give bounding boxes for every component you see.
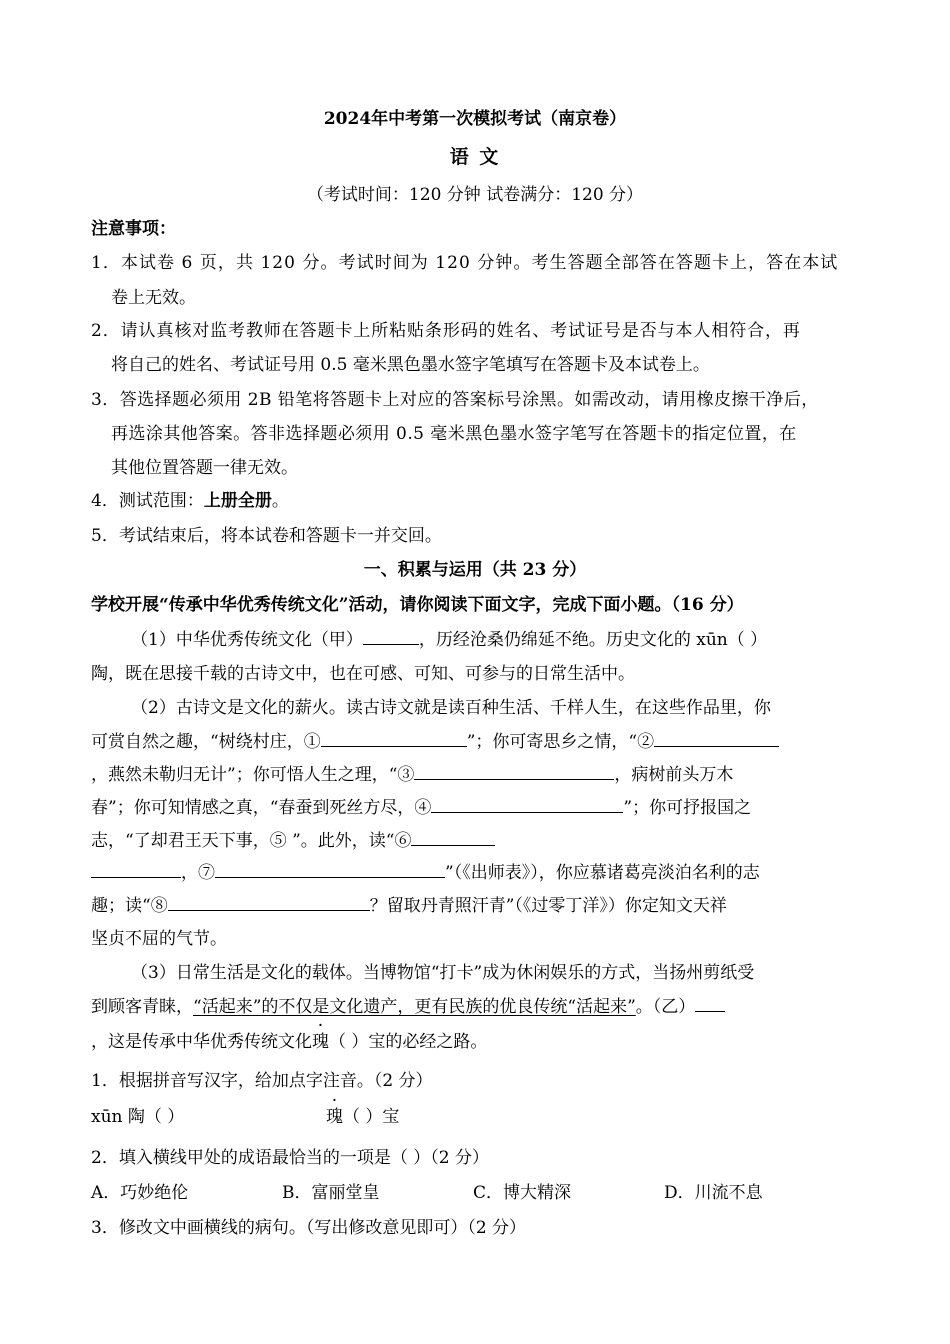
passage-text: 志，“了却君王天下事，⑤ ”。此外，读“⑥ [91, 831, 412, 851]
passage-text: ，⑦ [181, 863, 215, 883]
passage-para2-line8: 坚贞不屈的气节。 [91, 929, 227, 949]
notice-item-3: 3．答选择题必须用 2B 铅笔将答题卡上对应的答案标号涂黑。如需改动，请用橡皮擦干净后， [91, 390, 819, 410]
blank-1[interactable] [321, 729, 467, 747]
question-2: 2．填入横线甲处的成语最恰当的一项是（ ）（2 分） [91, 1148, 489, 1168]
notice-item-4-prefix: 4．测试范围： [91, 491, 204, 511]
question-1: 1．根据拼音写汉字，给加点字注音。（2 分） [91, 1071, 433, 1091]
subject-title: 语 文 [449, 146, 501, 168]
passage-text: 。（乙） [635, 997, 696, 1017]
blank-yi[interactable] [695, 994, 725, 1012]
underlined-sick-sentence: “活起来”的不仅是文化遗产，更有民族的优良传统“活起来” [193, 997, 636, 1017]
passage-text: ”；你可寄思乡之情，“② [466, 732, 655, 752]
question-3: 3．修改文中画横线的病句。（写出修改意见即可）（2 分） [91, 1218, 527, 1238]
blank-2[interactable] [654, 729, 779, 747]
notice-item-3-cont2: 其他位置答题一律无效。 [111, 458, 298, 478]
notice-item-2: 2．请认真核对监考教师在答题卡上所粘贴条形码的姓名、考试证号是否与本人相符合，再 [91, 321, 801, 341]
notice-item-5: 5．考试结束后，将本试卷和答题卡一并交回。 [91, 526, 442, 546]
passage-para2-line2 [91, 727, 779, 752]
passage-text: ”（《出师表》），你应慕诸葛亮淡泊名利的志 [445, 863, 760, 883]
blank-7[interactable] [215, 860, 445, 878]
passage-para3-line2 [91, 992, 725, 1017]
blank-3[interactable] [414, 762, 614, 780]
passage-text: ？留取丹青照汗青”（《过零丁洋》）你定知文天祥 [369, 896, 727, 916]
passage-text: （ ）宝的必经之路。 [329, 1032, 488, 1052]
question-2-option-d[interactable]: D．川流不息 [664, 1183, 763, 1203]
passage-text: ”；你可抒报国之 [623, 798, 752, 818]
blank-6-cont[interactable] [91, 860, 181, 878]
notice-item-1-cont: 卷上无效。 [111, 288, 196, 308]
question-2-option-c[interactable]: C．博大精深 [473, 1183, 572, 1203]
passage-text: 趣；读“⑧ [91, 896, 168, 916]
dotted-char-gui: 瑰 [326, 1107, 343, 1127]
question-1-gui[interactable] [326, 1102, 399, 1127]
passage-para2-line1: （2）古诗文是文化的薪火。读古诗文就是读百种生活、千样人生，在这些作品里，你 [131, 698, 771, 718]
passage-text: ，燕然未勒归无计”；你可悟人生之理，“③ [91, 765, 415, 785]
blank-6[interactable] [411, 828, 495, 846]
question-1-gui-blank: （ ）宝 [343, 1107, 400, 1127]
passage-text: （1）中华优秀传统文化（甲） [131, 630, 363, 650]
passage-para2-line6 [91, 858, 760, 883]
passage-para2-line5 [91, 826, 495, 851]
passage-text: 到顾客青睐， [91, 997, 193, 1017]
passage-text: ，历经沧桑仍绵延不绝。历史文化的 xūn（ ） [418, 630, 768, 650]
notice-heading: 注意事项： [91, 219, 176, 239]
passage-para3-line1: （3）日常生活是文化的载体。当博物馆“打卡”成为休闲娱乐的方式，当扬州剪纸受 [131, 963, 755, 983]
passage-text: 春”；你可知情感之真，“春蚕到死丝方尽，④ [91, 798, 432, 818]
passage-text: ，病树前头万木 [614, 765, 734, 785]
passage-para2-line7 [91, 891, 727, 916]
question-2-option-a[interactable]: A．巧妙绝伦 [91, 1183, 189, 1203]
blank-8[interactable] [168, 893, 370, 911]
question-2-option-b[interactable]: B．富丽堂皇 [282, 1183, 380, 1203]
notice-item-4 [91, 486, 289, 511]
passage-para2-line3 [91, 760, 733, 785]
passage-para3-line3 [91, 1027, 487, 1052]
exam-time-info: （考试时间：120 分钟 试卷满分：120 分） [306, 185, 644, 205]
section-heading: 一、积累与运用（共 23 分） [363, 560, 587, 580]
notice-item-3-cont: 再选涂其他答案。答非选择题必须用 0.5 毫米黑色墨水签字笔写在答题卡的指定位置，在 [111, 424, 797, 444]
blank-4[interactable] [431, 795, 623, 813]
notice-item-4-scope: 上册全册 [203, 491, 272, 511]
section-intro: 学校开展“传承中华优秀传统文化”活动，请你阅读下面文字，完成下面小题。（16 分） [91, 595, 744, 615]
notice-item-4-suffix: 。 [271, 491, 289, 511]
passage-para1-line2: 陶，既在思接千载的古诗文中，也在可感、可知、可参与的日常生活中。 [91, 664, 635, 684]
notice-item-2-cont: 将自己的姓名、考试证号用 0.5 毫米黑色墨水签字笔填写在答题卡及本试卷上。 [111, 355, 710, 375]
dotted-char-gui: 瑰 [312, 1032, 329, 1052]
passage-text: ，这是传承中华优秀传统文化 [91, 1032, 312, 1052]
question-1-xun[interactable]: xūn 陶（ ） [91, 1107, 185, 1127]
passage-text: 可赏自然之趣，“树绕村庄，① [91, 732, 321, 752]
passage-para2-line4 [91, 793, 751, 818]
passage-para1-line1 [131, 625, 767, 650]
exam-title: 2024年中考第一次模拟考试（南京卷） [323, 109, 627, 129]
notice-item-1: 1．本试卷 6 页，共 120 分。考试时间为 120 分钟。考生答题全部答在答题卡上，答在本试 [91, 253, 839, 273]
blank-jia[interactable] [363, 627, 419, 645]
